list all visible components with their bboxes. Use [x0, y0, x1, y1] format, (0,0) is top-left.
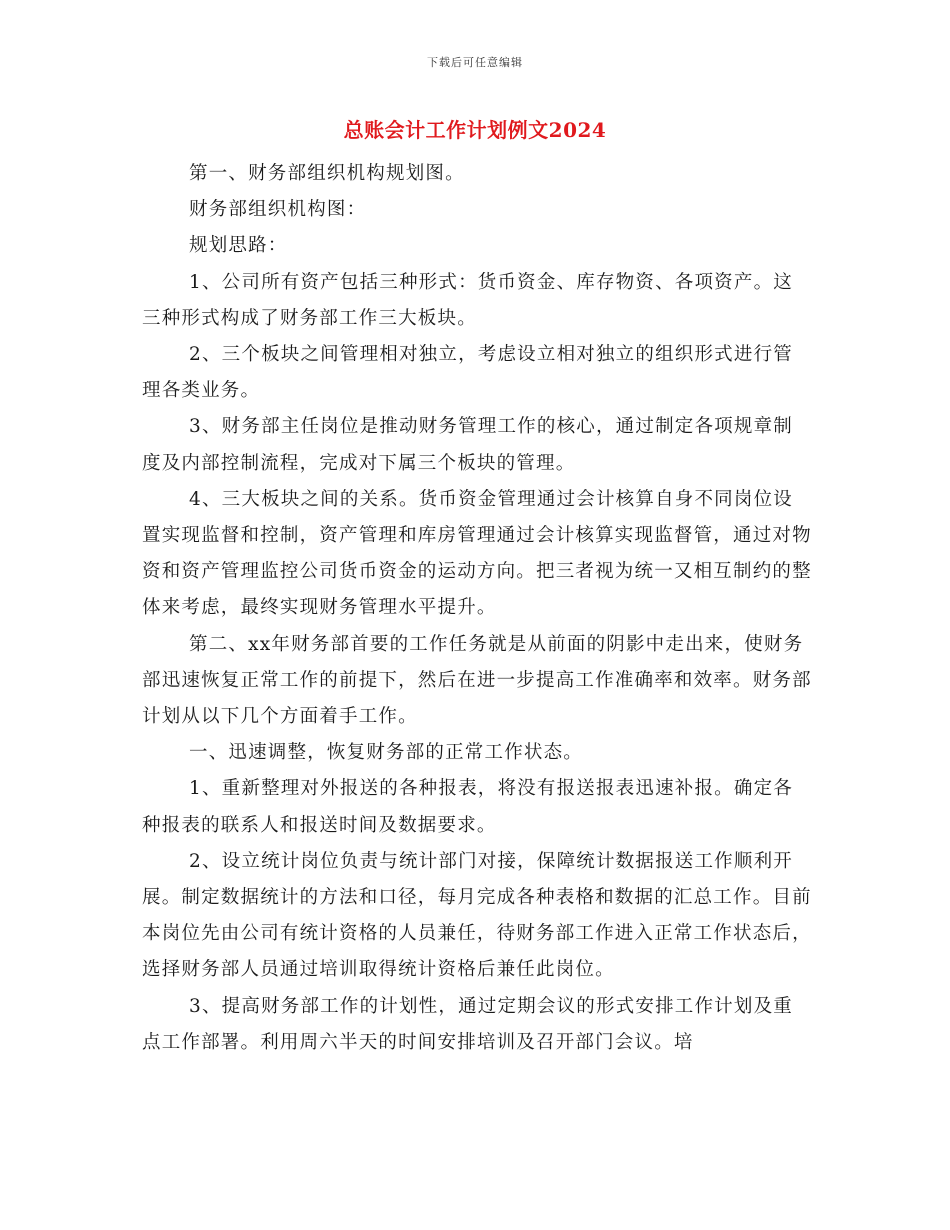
paragraph: 2、设立统计岗位负责与统计部门对接，保障统计数据报送工作顺利开展。制定数据统计的方法和口径，每月完成各种表格和数据的汇总工作。目前本岗位先由公司有统计资格的人员兼任，待财务部工作进入正常工作状态后，选择财务部人员通过培训取得统计资格后兼任此岗位。	[142, 850, 812, 981]
paragraph: 一、迅速调整，恢复财务部的正常工作状态。	[189, 742, 584, 764]
document-title: 总账会计工作计划例文2024	[343, 118, 607, 142]
paragraph: 财务部组织机构图：	[189, 199, 367, 221]
paragraph: 1、公司所有资产包括三种形式：货币资金、库存物资、各项资产。这三种形式构成了财务部工作三大板块。	[142, 271, 793, 329]
paragraph: 规划思路：	[189, 235, 288, 257]
paragraph: 4、三大板块之间的关系。货币资金管理通过会计核算自身不同岗位设置实现监督和控制，资产管理和库房管理通过会计核算实现监督管，通过对物资和资产管理监控公司货币资金的运动方向。把三者视为统一又相互制约的整体来考虑，最终实现财务管理水平提升。	[142, 488, 812, 619]
paragraph: 1、重新整理对外报送的各种报表，将没有报送报表迅速补报。确定各种报表的联系人和报送时间及数据要求。	[142, 778, 793, 836]
document-body	[142, 156, 812, 1061]
paragraph: 第二、xx年财务部首要的工作任务就是从前面的阴影中走出来，使财务部迅速恢复正常工作的前提下，然后在进一步提高工作准确率和效率。财务部计划从以下几个方面着手工作。	[142, 633, 812, 728]
paragraph: 3、财务部主任岗位是推动财务管理工作的核心，通过制定各项规章制度及内部控制流程，完成对下属三个板块的管理。	[142, 416, 793, 474]
paragraph: 第一、财务部组织机构规划图。	[189, 163, 465, 184]
paragraph: 2、三个板块之间管理相对独立，考虑设立相对独立的组织形式进行管理各类业务。	[142, 344, 793, 402]
header-note: 下载后可任意编辑	[427, 56, 523, 69]
paragraph: 3、提高财务部工作的计划性，通过定期会议的形式安排工作计划及重点工作部署。利用周六半天的时间安排培训及召开部门会议。培	[142, 995, 793, 1053]
